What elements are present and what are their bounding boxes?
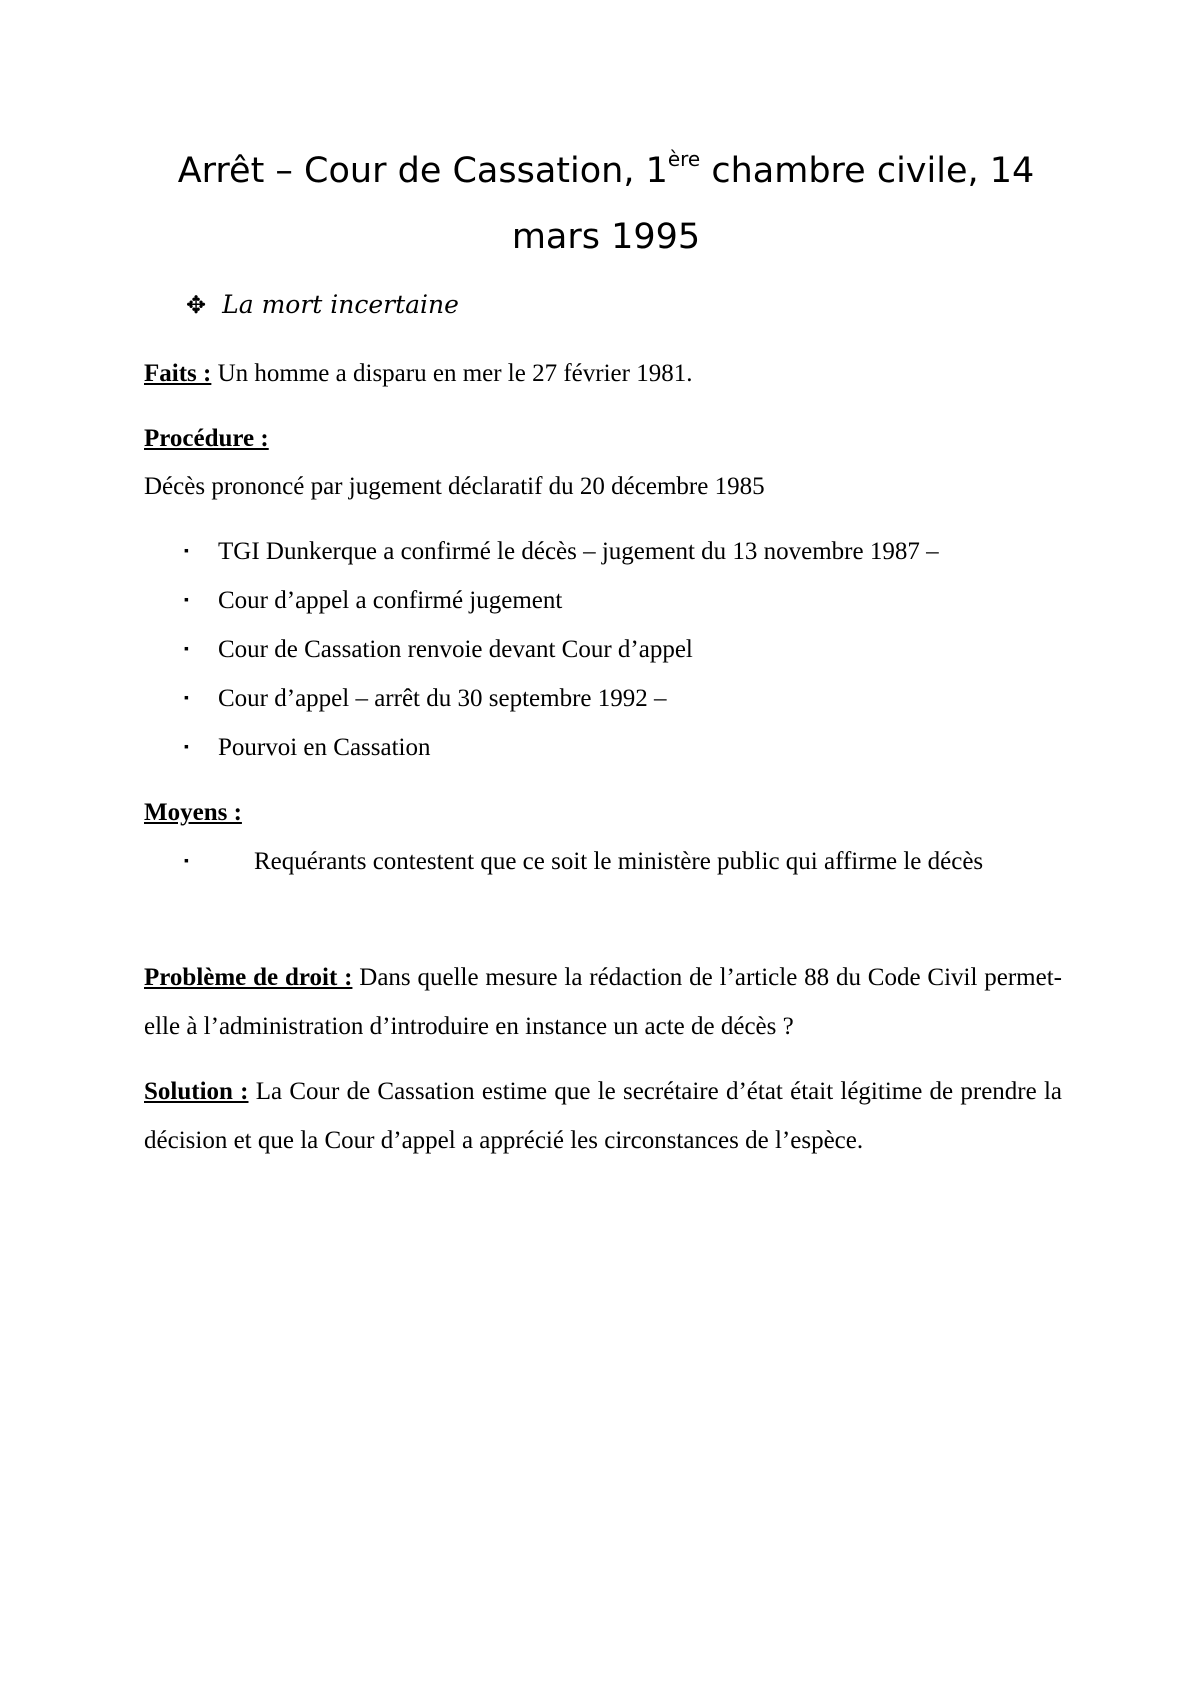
title-part1: Arrêt – Cour de Cassation, 1 [177, 151, 668, 191]
faits-text: Un homme a disparu en mer le 27 février 1981. [211, 360, 693, 387]
probleme-label: Problème de droit : [144, 964, 353, 991]
solution-paragraph [144, 1067, 1062, 1165]
procedure-heading [144, 423, 269, 455]
probleme-paragraph [144, 953, 1062, 1051]
procedure-item: Cour de Cassation renvoie devant Cour d’appel [218, 636, 693, 663]
page-title [140, 138, 1072, 270]
solution-text: La Cour de Cassation estime que le secrétaire d’état était légitime de prendre la décision et que la Cour d’appel a apprécié les circonstances de l’espèce. [144, 1078, 1062, 1154]
solution-label: Solution : [144, 1078, 249, 1105]
moyens-item: Requérants contestent que ce soit le ministère public qui affirme le décès [254, 848, 984, 875]
procedure-item: Cour d’appel – arrêt du 30 septembre 1992 – [218, 685, 667, 712]
subtitle [186, 290, 459, 319]
procedure-item: Cour d’appel a confirmé jugement [218, 587, 563, 614]
bullet-icon: ▪ [184, 854, 189, 869]
procedure-text: Décès prononcé par jugement déclaratif du 20 décembre 1985 [144, 473, 765, 500]
subtitle-text: La mort incertaine [222, 290, 459, 319]
bullet-icon: ▪ [184, 740, 189, 755]
moyens-heading [144, 797, 242, 829]
bullet-icon: ▪ [184, 593, 189, 608]
faits-paragraph [144, 358, 692, 390]
diamond-cross-bullet-icon: ✥ [186, 291, 207, 319]
procedure-item: TGI Dunkerque a confirmé le décès – jugement du 13 novembre 1987 – [218, 538, 939, 565]
procedure-label: Procédure : [144, 425, 269, 452]
title-part2: chambre civile, 14 mars 1995 [511, 151, 1035, 257]
bullet-icon: ▪ [184, 691, 189, 706]
bullet-icon: ▪ [184, 544, 189, 559]
moyens-label: Moyens : [144, 799, 242, 826]
bullet-icon: ▪ [184, 642, 189, 657]
procedure-item: Pourvoi en Cassation [218, 734, 431, 761]
title-superscript: ère [667, 147, 701, 171]
faits-label: Faits : [144, 360, 212, 387]
probleme-text: Dans quelle mesure la rédaction de l’article 88 du Code Civil permet-elle à l’administration d’introduire en instance un acte de décès ? [144, 964, 1062, 1040]
